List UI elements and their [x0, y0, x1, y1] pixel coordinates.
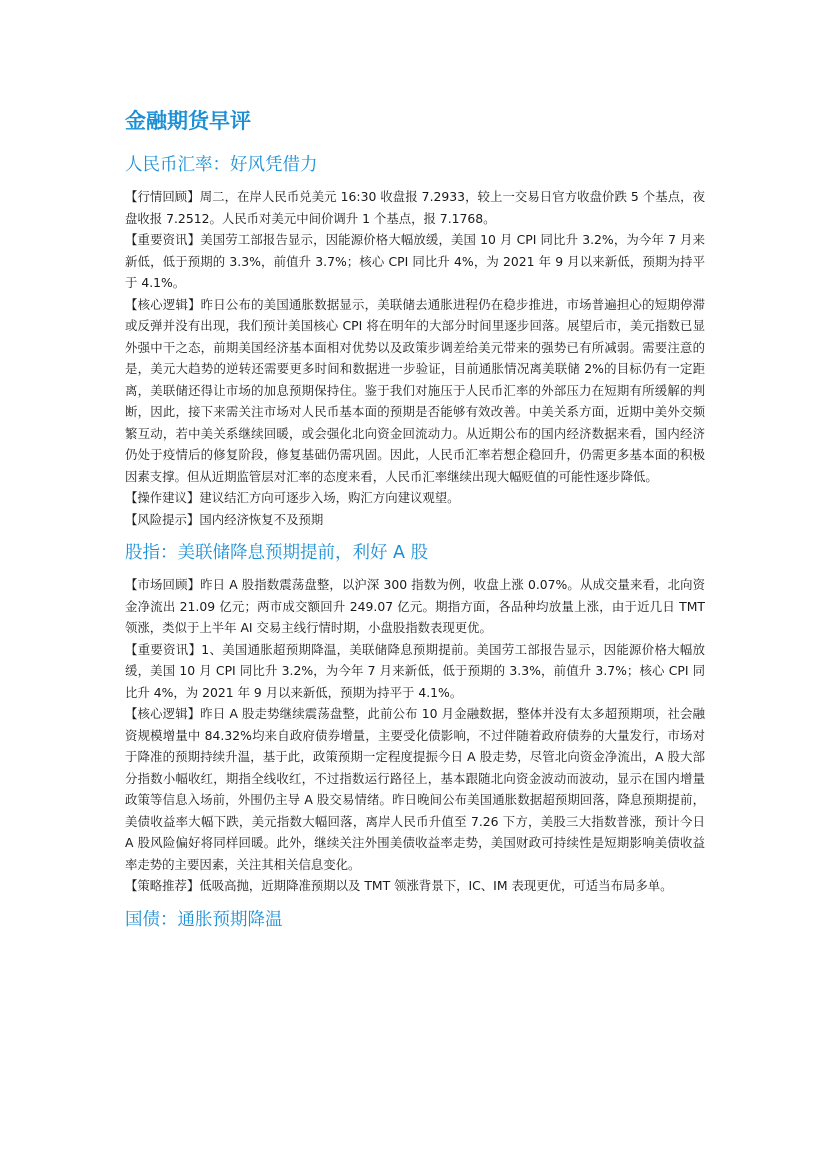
section-stock-index [125, 538, 705, 897]
paragraph-core-logic: 【核心逻辑】昨日 A 股走势继续震荡盘整，此前公布 10 月金融数据，整体并没有太多超预期项，社会融资规模增量中 84.32%均来自政府债券增量，主要受化债影响，不过伴随着政府债券的大量发行，市场对于降准的预期持续升温，基于此，政策预期一定程度提振今日 A 股走势，尽管北向资金净流出，A 股大部分指数小幅收红，期指全线收红，不过指数运行路径上，基本跟随北向资金波动而波动，显示在国内增量政策等信息入场前，外围仍主导 A 股交易情绪。昨日晚间公布美国通胀数据超预期回落，降息预期提前，美债收益率大幅下跌，美元指数大幅回落，离岸人民币升值至 7.26 下方，美股三大指数普涨，预计今日 A 股风险偏好将同样回暖。此外，继续关注外围美债收益率走势，美国财政可持续性是短期影响美债收益率走势的主要因素，关注其相关信息变化。 [125, 706, 705, 872]
document-title: 金融期货早评 [125, 109, 251, 133]
section-heading: 国债：通胀预期降温 [125, 909, 283, 930]
document-body [125, 106, 705, 941]
paragraph-key-news: 【重要资讯】美国劳工部报告显示，因能源价格大幅放缓，美国 10 月 CPI 同比升 3.2%，为今年 7 月来新低，低于预期的 3.3%，前值升 3.7%；核心 CPI 同比升 4%，为 2021 年 9 月以来新低，预期为持平于 4.1%。 [125, 232, 705, 290]
paragraph-market-review: 【市场回顾】昨日 A 股指数震荡盘整，以沪深 300 指数为例，收盘上涨 0.07%。从成交量来看，北向资金净流出 21.09 亿元；两市成交额回升 249.07 亿元。期指方面，各品种均放量上涨，由于近几日 TMT 领涨，类似于上半年 AI 交易主线行情时期，小盘股指数表现更优。 [125, 577, 705, 635]
paragraph-core-logic: 【核心逻辑】昨日公布的美国通胀数据显示，美联储去通胀进程仍在稳步推进，市场普遍担心的短期停滞或反弹并没有出现，我们预计美国核心 CPI 将在明年的大部分时间里逐步回落。展望后市，美元指数已显外强中干之态，前期美国经济基本面相对优势以及政策步调差给美元带来的强势已有所减弱。需要注意的是，美元大趋势的逆转还需要更多时间和数据进一步验证，目前通胀情况离美联储 2%的目标仍有一定距离，美联储还得让市场的加息预期保持住。鉴于我们对施压于人民币汇率的外部压力在短期有所缓解的判断，因此，接下来需关注市场对人民币基本面的预期是否能够有效改善。中美关系方面，近期中美外交频繁互动，若中美关系继续回暖，或会强化北向资金回流动力。从近期公布的国内经济数据来看，国内经济仍处于疫情后的修复阶段，修复基础仍需巩固。因此，人民币汇率若想企稳回升，仍需更多基本面的积极因素支撑。但从近期监管层对汇率的态度来看，人民币汇率继续出现大幅贬值的可能性逐步降低。 [125, 296, 705, 484]
paragraph-operation-advice: 【操作建议】建议结汇方向可逐步入场，购汇方向建议观望。 [125, 490, 460, 505]
section-heading: 人民币汇率：好风凭借力 [125, 155, 318, 175]
paragraph-key-news: 【重要资讯】1、美国通胀超预期降温，美联储降息预期提前。美国劳工部报告显示，因能源价格大幅放缓，美国 10 月 CPI 同比升 3.2%，为今年 7 月来新低，低于预期的 3.3%，前值升 3.7%；核心 CPI 同比升 4%，为 2021 年 9 月以来新低，预期为持平于 4.1%。 [125, 641, 705, 700]
section-treasury-bonds [125, 905, 705, 935]
section-heading: 股指：美联储降息预期提前，利好 A 股 [125, 543, 429, 563]
paragraph-strategy: 【策略推荐】低吸高抛，近期降准预期以及 TMT 领涨背景下，IC、IM 表现更优，可适当布局多单。 [125, 878, 673, 893]
section-rmb-exchange-rate [125, 150, 705, 530]
paragraph-market-review: 【行情回顾】周二，在岸人民币兑美元 16:30 收盘报 7.2933，较上一交易日官方收盘价跌 5 个基点，夜盘收报 7.2512。人民币对美元中间价调升 1 个基点，报 7.1768。 [125, 189, 705, 226]
paragraph-risk-warning: 【风险提示】国内经济恢复不及预期 [125, 511, 324, 527]
